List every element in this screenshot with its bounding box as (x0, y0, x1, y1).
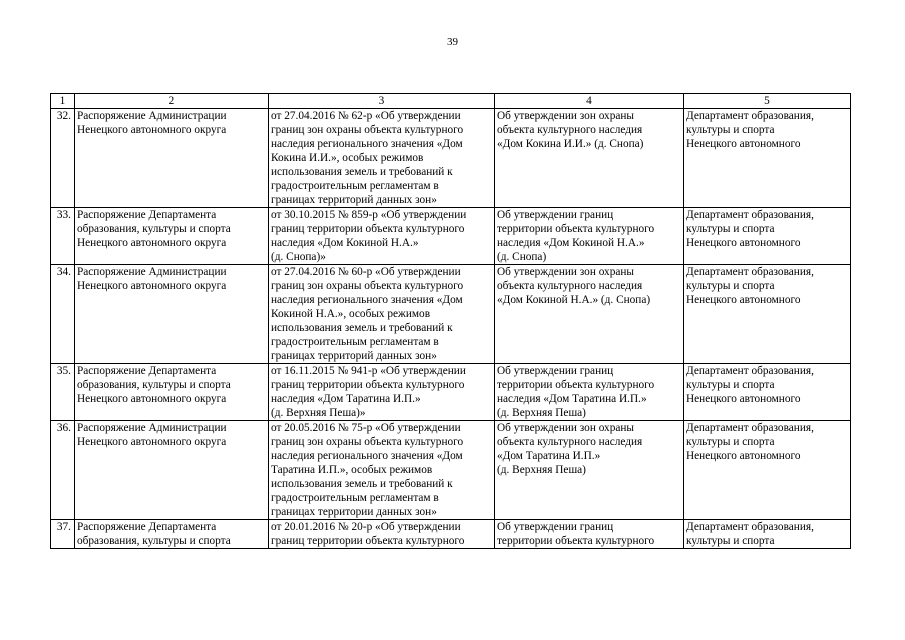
document-cell (75, 364, 269, 421)
details-cell (269, 364, 495, 421)
details-cell (269, 421, 495, 520)
cell-line: границ зон охраны объекта культурного (271, 280, 464, 292)
subject-cell (495, 421, 684, 520)
cell-line: наследия регионального значения «Дом (271, 450, 463, 462)
cell-line: границ территории объекта культурного (271, 535, 465, 547)
cell-line: культуры и спорта (686, 124, 775, 136)
cell-line: наследия «Дом Таратина И.П.» (497, 393, 647, 405)
table-row (51, 421, 851, 520)
cell-line: территории объекта культурного (497, 535, 655, 547)
cell-line: границ территории объекта культурного (271, 223, 465, 235)
cell-line: Об утверждении зон охраны (497, 266, 635, 278)
column-header-details: 3 (269, 94, 495, 109)
cell-line: градостроительным регламентам в (271, 336, 439, 348)
details-cell (269, 208, 495, 265)
cell-line: образования, культуры и спорта (77, 223, 231, 235)
cell-line: Распоряжение Департамента (77, 365, 217, 377)
cell-line: объекта культурного наследия (497, 280, 643, 292)
responsible-body-cell (684, 364, 851, 421)
cell-line: границах территорий данных зон» (271, 194, 437, 206)
cell-line: границах территории данных зон» (271, 506, 437, 518)
cell-line: Об утверждении границ (497, 521, 614, 533)
document-cell (75, 109, 269, 208)
cell-line: (д. Снопа)» (271, 251, 326, 263)
cell-line: (д. Верхняя Пеша) (497, 407, 586, 419)
cell-line: «Дом Таратина И.П.» (497, 450, 601, 462)
table-row (51, 208, 851, 265)
cell-line: (д. Снопа) (497, 251, 547, 263)
column-header-document: 2 (75, 94, 269, 109)
cell-line: наследия регионального значения «Дом (271, 138, 463, 150)
table-row (51, 265, 851, 364)
cell-line: Кокиной Н.А.», особых режимов (271, 308, 431, 320)
cell-line: культуры и спорта (686, 280, 775, 292)
cell-line: Департамент образования, (686, 422, 814, 434)
cell-line: Об утверждении границ (497, 365, 614, 377)
row-number-cell: 32. (51, 109, 75, 208)
cell-line: Распоряжение Администрации (77, 422, 227, 434)
cell-line: Департамент образования, (686, 521, 814, 533)
cell-line: наследия «Дом Кокиной Н.А.» (271, 237, 419, 249)
responsible-body-cell (684, 208, 851, 265)
cell-line: культуры и спорта (686, 223, 775, 235)
cell-line: объекта культурного наследия (497, 436, 643, 448)
cell-line: культуры и спорта (686, 436, 775, 448)
cell-line: Ненецкого автономного округа (77, 280, 227, 292)
cell-line: Ненецкого автономного округа (77, 393, 227, 405)
cell-line: градостроительным регламентам в (271, 492, 439, 504)
cell-line: территории объекта культурного (497, 223, 655, 235)
cell-line: наследия «Дом Кокиной Н.А.» (497, 237, 645, 249)
document-cell (75, 421, 269, 520)
cell-line: (д. Верхняя Пеша)» (271, 407, 366, 419)
row-number-cell: 35. (51, 364, 75, 421)
cell-line: культуры и спорта (686, 535, 775, 547)
responsible-body-cell (684, 265, 851, 364)
cell-line: границ территории объекта культурного (271, 379, 465, 391)
cell-line: от 20.01.2016 № 20-р «Об утверждении (271, 521, 461, 533)
cell-line: культуры и спорта (686, 379, 775, 391)
cell-line: Таратина И.П.», особых режимов (271, 464, 433, 476)
subject-cell (495, 265, 684, 364)
row-number-cell: 33. (51, 208, 75, 265)
cell-line: Распоряжение Департамента (77, 209, 217, 221)
cell-line: (д. Верхняя Пеша) (497, 464, 586, 476)
cell-line: образования, культуры и спорта (77, 535, 231, 547)
cell-line: Департамент образования, (686, 365, 814, 377)
page-number: 39 (447, 36, 458, 48)
subject-cell (495, 364, 684, 421)
row-number-cell: 34. (51, 265, 75, 364)
cell-line: от 16.11.2015 № 941-р «Об утверждении (271, 365, 466, 377)
table-row (51, 520, 851, 549)
document-cell (75, 208, 269, 265)
column-header-body: 5 (684, 94, 851, 109)
details-cell (269, 109, 495, 208)
table-row (51, 109, 851, 208)
cell-line: использования земель и требований к (271, 166, 453, 178)
cell-line: Ненецкого автономного округа (77, 124, 227, 136)
cell-line: образования, культуры и спорта (77, 379, 231, 391)
cell-line: границ зон охраны объекта культурного (271, 436, 464, 448)
subject-cell (495, 208, 684, 265)
cell-line: от 27.04.2016 № 60-р «Об утверждении (271, 266, 461, 278)
cell-line: Департамент образования, (686, 209, 814, 221)
cell-line: Департамент образования, (686, 266, 814, 278)
cell-line: Ненецкого автономного округа (77, 237, 227, 249)
document-cell (75, 520, 269, 549)
cell-line: территории объекта культурного (497, 379, 655, 391)
table-header-row (51, 94, 851, 109)
row-number-cell: 36. (51, 421, 75, 520)
cell-line: Департамент образования, (686, 110, 814, 122)
cell-line: Об утверждении зон охраны (497, 422, 635, 434)
cell-line: границ зон охраны объекта культурного (271, 124, 464, 136)
responsible-body-cell (684, 109, 851, 208)
cell-line: использования земель и требований к (271, 322, 453, 334)
column-header-subject: 4 (495, 94, 684, 109)
details-cell (269, 265, 495, 364)
cell-line: наследия регионального значения «Дом (271, 294, 463, 306)
responsible-body-cell (684, 421, 851, 520)
cell-line: границах территорий данных зон» (271, 350, 437, 362)
column-header-number: 1 (51, 94, 75, 109)
cell-line: Ненецкого автономного (686, 450, 801, 462)
cell-line: использования земель и требований к (271, 478, 453, 490)
cell-line: Ненецкого автономного округа (77, 436, 227, 448)
cell-line: Распоряжение Администрации (77, 110, 227, 122)
cell-line: Об утверждении зон охраны (497, 110, 635, 122)
table-row (51, 364, 851, 421)
row-number-cell: 37. (51, 520, 75, 549)
cell-line: Ненецкого автономного (686, 393, 801, 405)
cell-line: Ненецкого автономного (686, 138, 801, 150)
responsible-body-cell (684, 520, 851, 549)
document-cell (75, 265, 269, 364)
subject-cell (495, 109, 684, 208)
cell-line: Об утверждении границ (497, 209, 614, 221)
cell-line: градостроительным регламентам в (271, 180, 439, 192)
cell-line: от 27.04.2016 № 62-р «Об утверждении (271, 110, 461, 122)
cell-line: наследия «Дом Таратина И.П.» (271, 393, 421, 405)
documents-table (50, 93, 851, 549)
table-body (51, 109, 851, 549)
cell-line: Распоряжение Администрации (77, 266, 227, 278)
cell-line: от 30.10.2015 № 859-р «Об утверждении (271, 209, 467, 221)
cell-line: от 20.05.2016 № 75-р «Об утверждении (271, 422, 461, 434)
cell-line: Распоряжение Департамента (77, 521, 217, 533)
cell-line: Ненецкого автономного (686, 237, 801, 249)
details-cell (269, 520, 495, 549)
cell-line: Кокина И.И.», особых режимов (271, 152, 424, 164)
cell-line: «Дом Кокина И.И.» (д. Снопа) (497, 138, 644, 150)
cell-line: Ненецкого автономного (686, 294, 801, 306)
cell-line: объекта культурного наследия (497, 124, 643, 136)
subject-cell (495, 520, 684, 549)
cell-line: «Дом Кокиной Н.А.» (д. Снопа) (497, 294, 651, 306)
